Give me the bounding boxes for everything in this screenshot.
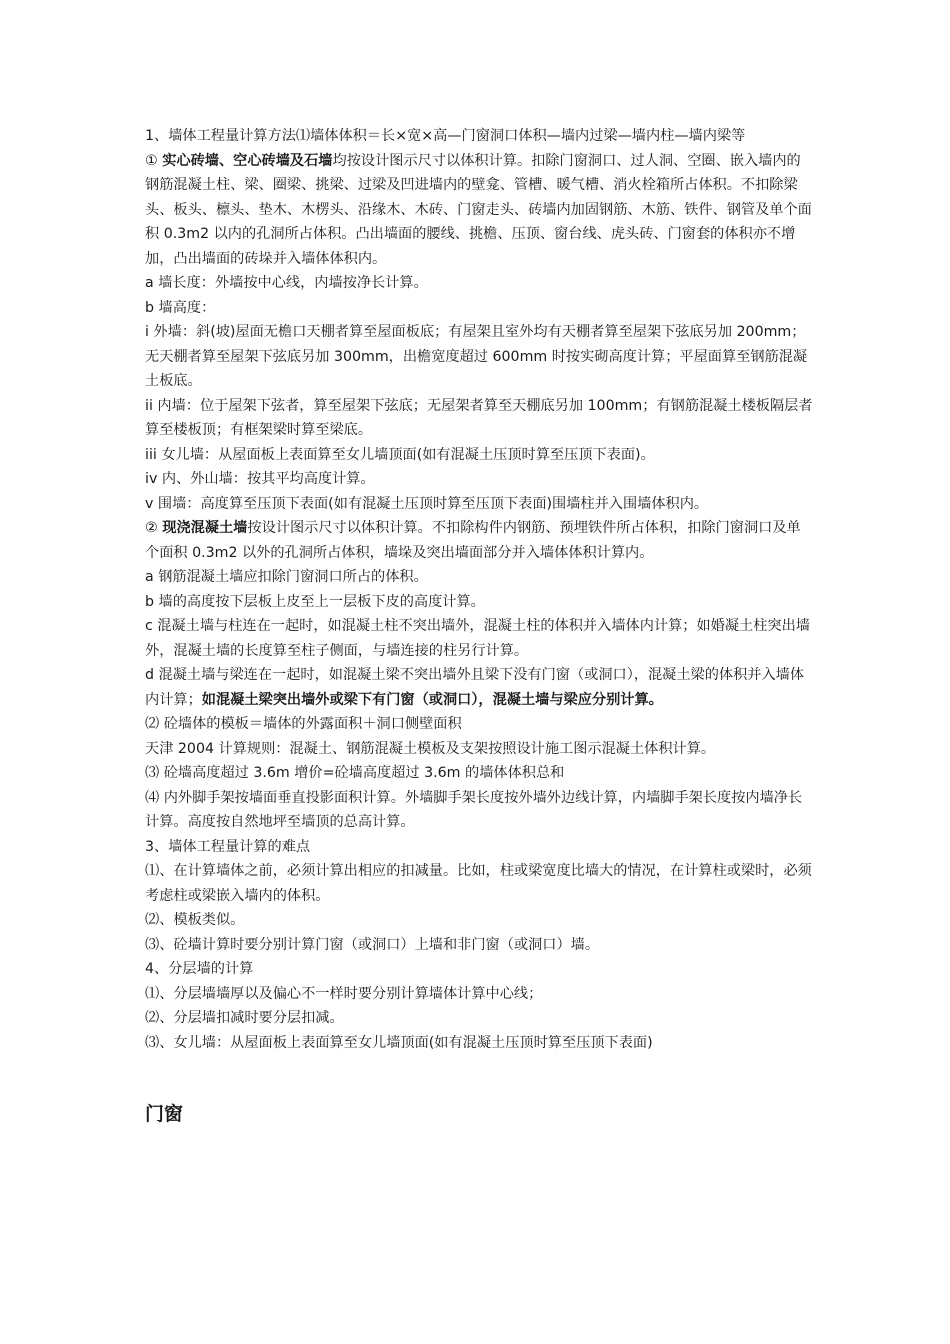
paragraph-1: [145, 124, 813, 149]
paragraph-7: [145, 443, 813, 468]
paragraph-5: [145, 320, 813, 394]
paragraph-text: ⑷ 内外脚手架按墙面垂直投影面积计算。外墙脚手架长度按外墙外边线计算，内墙脚手架长度按内墙净长计算。高度按自然地坪至墙顶的总高计算。: [145, 789, 803, 830]
paragraph-11: [145, 565, 813, 590]
paragraph-19: [145, 835, 813, 860]
paragraph-20: [145, 859, 813, 908]
paragraph-text: b 墙的高度按下层板上皮至上一层板下皮的高度计算。: [145, 593, 485, 610]
paragraph-3: [145, 271, 813, 296]
paragraph-text: 天津 2004 计算规则：混凝土、钢筋混凝土模板及支架按照设计施工图示混凝土体积计算。: [145, 740, 716, 757]
paragraph-26: [145, 1031, 813, 1056]
paragraph-text: 均按设计图示尺寸以体积计算。扣除门窗洞口、过人洞、空圈、嵌入墙内的钢筋混凝土柱、梁、圈梁、挑梁、过梁及凹进墙内的壁龛、管槽、暖气槽、消火栓箱所占体积。不扣除梁头、板头、檩头、垫木、木楞头、沿缘木、木砖、门窗走头、砖墙内加固钢筋、木筋、铁件、钢管及单个面积 0.3m2 以内的孔洞所占体积。凸出墙面的腰线、挑檐、压顶、窗台线、虎头砖、门窗套的体积亦不增加，凸出墙面的砖垛并入墙体体积内。: [145, 152, 812, 267]
paragraph-17: [145, 761, 813, 786]
paragraph-text: a 钢筋混凝土墙应扣除门窗洞口所占的体积。: [145, 569, 428, 585]
paragraph-text: 3、墙体工程量计算的难点: [145, 838, 311, 855]
paragraph-2: [145, 149, 813, 272]
paragraph-10: [145, 516, 813, 565]
paragraph-text: iv 内、外山墙：按其平均高度计算。: [145, 471, 375, 487]
paragraph-text: ⑴、分层墙墙厚以及偏心不一样时要分别计算墙体计算中心线；: [145, 985, 543, 1002]
paragraph-text: 4、分层墙的计算: [145, 961, 254, 977]
paragraph-text: ②: [145, 520, 163, 536]
paragraph-22: [145, 933, 813, 958]
paragraph-text: 1、墙体工程量计算方法⑴墙体体积＝长×宽×高—门窗洞口体积—墙内过梁—墙内柱—墙内梁等: [145, 128, 746, 144]
paragraph-14: [145, 663, 813, 712]
paragraph-bold-text: 实心砖墙、空心砖墙及石墙: [162, 152, 333, 169]
paragraph-text: ⑴、在计算墙体之前，必须计算出相应的扣减量。比如，柱或梁宽度比墙大的情况，在计算柱或梁时，必须考虑柱或梁嵌入墙内的体积。: [145, 863, 812, 904]
paragraph-text: ⑶ 砼墙高度超过 3.6m 增价=砼墙高度超过 3.6m 的墙体体积总和: [145, 765, 565, 781]
paragraph-text: ⑵、模板类似。: [145, 912, 245, 928]
paragraph-text: a 墙长度：外墙按中心线，内墙按净长计算。: [145, 275, 428, 291]
paragraph-text: d 混凝土墙与梁连在一起时，如混凝土梁不突出墙外且梁下没有门窗（或洞口），混凝土梁的体积并入墙体内计算；: [145, 667, 805, 708]
paragraph-23: [145, 957, 813, 982]
paragraph-bold-text: 如混凝土梁突出墙外或梁下有门窗（或洞口），混凝土墙与梁应分别计算。: [201, 691, 663, 708]
paragraph-text: ⑵ 砼墙体的模板＝墙体的外露面积＋洞口侧壁面积: [145, 716, 462, 732]
paragraph-text: c 混凝土墙与柱连在一起时，如混凝土柱不突出墙外，混凝土柱的体积并入墙体内计算；如婚凝土柱突出墙外，混凝土墙的长度算至柱子侧面，与墙连接的柱另行计算。: [145, 618, 810, 659]
section-heading: 门窗: [145, 1103, 184, 1125]
paragraph-8: [145, 467, 813, 492]
paragraph-text: v 围墙：高度算至压顶下表面(如有混凝土压顶时算至压顶下表面)围墙柱并入围墙体积内。: [145, 495, 709, 512]
paragraph-12: [145, 590, 813, 615]
paragraph-16: [145, 737, 813, 762]
paragraph-9: [145, 492, 813, 517]
paragraph-text: i 外墙：斜(坡)屋面无檐口天棚者算至屋面板底；有屋架且室外均有天棚者算至屋架下弦底另加 200mm；无天棚者算至屋架下弦底另加 300mm，出檐宽度超过 600mm 时按实砌高度计算；平屋面算至钢筋混凝土板底。: [145, 324, 808, 389]
paragraph-21: [145, 908, 813, 933]
paragraph-text: ①: [145, 152, 163, 169]
paragraph-bold-text: 现浇混凝土墙: [162, 520, 248, 536]
paragraph-18: [145, 786, 813, 835]
paragraph-6: [145, 394, 813, 443]
paragraph-text: 按设计图示尺寸以体积计算。不扣除构件内钢筋、预埋铁件所占体积，扣除门窗洞口及单个面积 0.3m2 以外的孔洞所占体积，墙垛及突出墙面部分并入墙体体积计算内。: [145, 520, 801, 561]
paragraph-text: ⑵、分层墙扣减时要分层扣减。: [145, 1010, 344, 1026]
paragraph-text: b 墙高度：: [145, 299, 216, 316]
paragraph-4: [145, 296, 813, 321]
paragraph-25: [145, 1006, 813, 1031]
paragraph-24: [145, 982, 813, 1007]
paragraph-text: iii 女儿墙：从屋面板上表面算至女儿墙顶面(如有混凝土压顶时算至压顶下表面)。: [145, 446, 655, 463]
paragraph-15: [145, 712, 813, 737]
paragraph-13: [145, 614, 813, 663]
paragraph-text: ⑶、砼墙计算时要分别计算门窗（或洞口）上墙和非门窗（或洞口）墙。: [145, 936, 600, 953]
paragraph-text: ii 内墙：位于屋架下弦者，算至屋架下弦底；无屋架者算至天棚底另加 100mm；有钢筋混凝土楼板隔层者算至楼板顶；有框架梁时算至梁底。: [145, 397, 813, 438]
paragraph-text: ⑶、女儿墙：从屋面板上表面算至女儿墙顶面(如有混凝土压顶时算至压顶下表面): [145, 1034, 653, 1051]
document-body: [145, 124, 813, 1129]
